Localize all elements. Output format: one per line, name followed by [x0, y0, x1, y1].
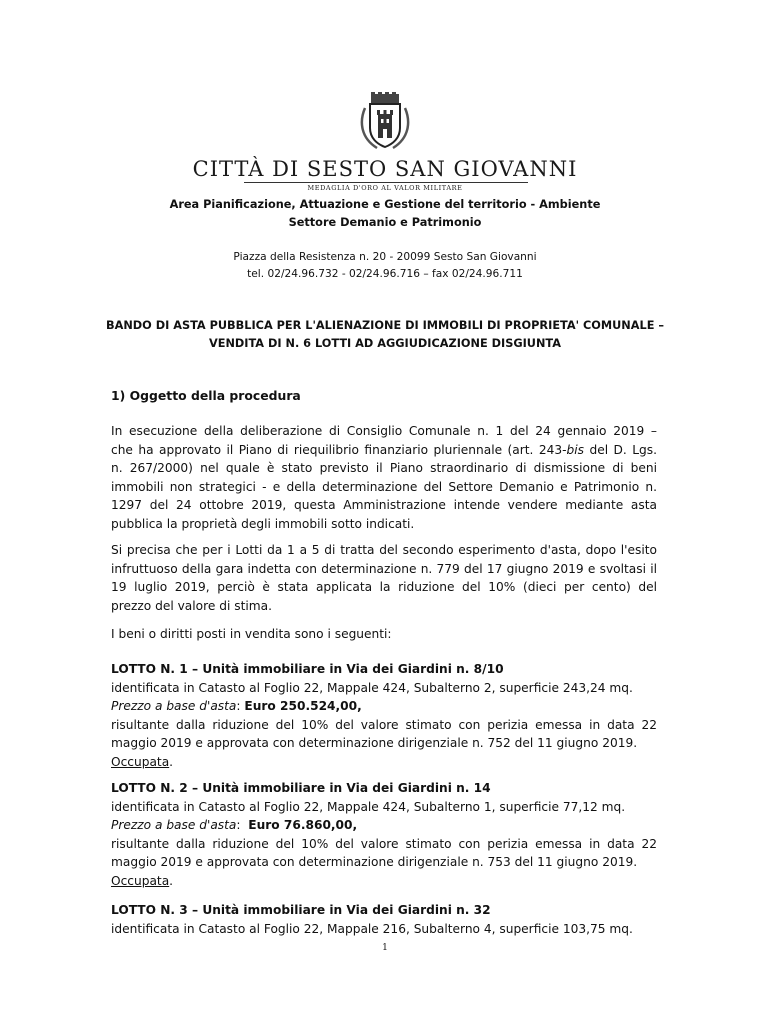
- document-title-line-2: VENDITA DI N. 6 LOTTI AD AGGIUDICAZIONE DISGIUNTA: [208, 337, 562, 350]
- paragraph-1: [111, 422, 657, 533]
- lot-3: [111, 901, 657, 938]
- city-name-rule: [244, 182, 528, 183]
- paragraph-line: I beni o diritti posti in vendita sono i seguenti:: [111, 627, 392, 641]
- lot-description-line: risultante dalla riduzione del 10% del valore stimato con perizia emessa in data 22: [111, 717, 657, 732]
- lot-1: [111, 660, 657, 771]
- lot-description-line: maggio 2019 e approvata con determinazione dirigenziale n. 753 del 11 giugno 2019.: [111, 855, 638, 869]
- lot-title: LOTTO N. 2 – Unità immobiliare in Via dei Giardini n. 14: [111, 781, 491, 795]
- document-title-line-1: BANDO DI ASTA PUBBLICA PER L'ALIENAZIONE DI IMMOBILI DI PROPRIETA' COMUNALE –: [105, 319, 665, 332]
- paragraph-line: n. 267/2000) nel quale è stato previsto il Piano straordinario di dismissione di beni: [111, 461, 657, 475]
- lot-status: Occupata.: [111, 873, 174, 888]
- address-line: Piazza della Resistenza n. 20 - 20099 Sesto San Giovanni: [233, 251, 537, 263]
- lot-title: LOTTO N. 1 – Unità immobiliare in Via dei Giardini n. 8/10: [111, 662, 504, 676]
- lot-status: Occupata.: [111, 754, 174, 769]
- paragraph-line: prezzo del valore di stima.: [111, 598, 272, 613]
- paragraph-line: 19 luglio 2019, perciò è stata applicata la riduzione del 10% (dieci per cento) del: [111, 580, 657, 594]
- lot-title: LOTTO N. 3 – Unità immobiliare in Via dei Giardini n. 32: [111, 903, 491, 917]
- coat-of-arms-icon: [359, 92, 411, 152]
- lot-2: [111, 779, 657, 890]
- section-heading: 1) Oggetto della procedura: [111, 388, 301, 403]
- paragraph-line: infruttuoso della gara indetta con determinazione n. 779 del 17 giugno 2019 e svoltasi il: [111, 561, 657, 576]
- lot-price: Prezzo a base d'asta: Euro 76.860,00,: [111, 818, 358, 832]
- lot-description-line: risultante dalla riduzione del 10% del valore stimato con perizia emessa in data 22: [111, 836, 657, 851]
- area-heading: Area Pianificazione, Attuazione e Gestione del territorio - Ambiente: [169, 198, 601, 211]
- page-number: 1: [382, 943, 388, 953]
- paragraph-line: 1297 del 24 ottobre 2019, questa Amministrazione intende vendere mediante asta: [111, 498, 657, 512]
- city-subtitle: MEDAGLIA D'ORO AL VALOR MILITARE: [307, 184, 463, 192]
- paragraph-3: [111, 625, 657, 644]
- lot-cadastre: identificata in Catasto al Foglio 22, Mappale 216, Subalterno 4, superficie 103,75 mq.: [111, 921, 633, 936]
- city-name: CITTÀ DI SESTO SAN GIOVANNI: [192, 157, 578, 181]
- lot-description-line: maggio 2019 e approvata con determinazione dirigenziale n. 752 del 11 giugno 2019.: [111, 736, 638, 750]
- sector-heading: Settore Demanio e Patrimonio: [288, 216, 482, 229]
- paragraph-line: Si precisa che per i Lotti da 1 a 5 di tratta del secondo esperimento d'asta, dopo l'esito: [111, 543, 657, 557]
- paragraph-line: immobili non strategici - e della determinazione del Settore Demanio e Patrimonio n.: [111, 479, 657, 494]
- contacts-line: tel. 02/24.96.732 - 02/24.96.716 – fax 02/24.96.711: [247, 268, 523, 280]
- paragraph-2: [111, 541, 657, 615]
- lot-price: Prezzo a base d'asta: Euro 250.524,00,: [111, 699, 362, 713]
- paragraph-line: In esecuzione della deliberazione di Consiglio Comunale n. 1 del 24 gennaio 2019 –: [111, 424, 657, 438]
- lot-cadastre: identificata in Catasto al Foglio 22, Mappale 424, Subalterno 2, superficie 243,24 mq.: [111, 680, 633, 695]
- paragraph-line: pubblica la proprietà degli immobili sotto indicati.: [111, 516, 415, 531]
- paragraph-line: che ha approvato il Piano di riequilibrio finanziario pluriennale (art. 243-bis del D. Lgs.: [111, 442, 657, 457]
- lot-cadastre: identificata in Catasto al Foglio 22, Mappale 424, Subalterno 1, superficie 77,12 mq.: [111, 799, 626, 814]
